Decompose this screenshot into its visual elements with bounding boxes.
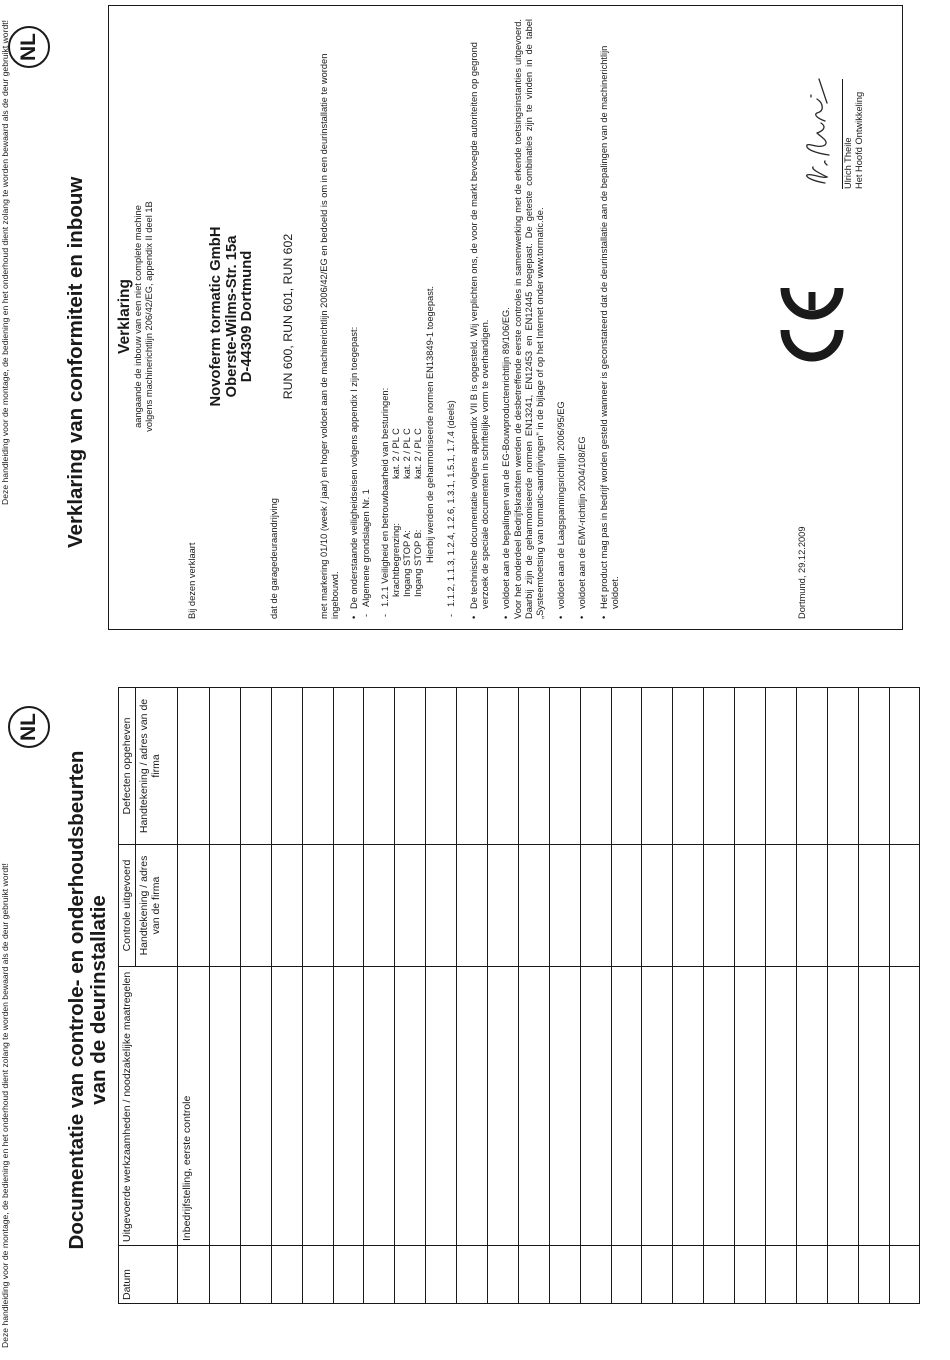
date-cell: [488, 1246, 519, 1304]
check-cell: [333, 845, 364, 967]
work-cell: [240, 967, 271, 1246]
handwritten-signature: [799, 69, 835, 189]
check-cell: [611, 845, 642, 967]
date-cell: [457, 1246, 488, 1304]
table-row: [271, 688, 302, 1304]
check-cell: [766, 845, 797, 967]
date-cell: [611, 1246, 642, 1304]
maintenance-log-table: [118, 687, 920, 1304]
declaration-subheading-2: volgens machinerichtlijn 206/42/EG, appendix II deel 1B: [144, 201, 155, 432]
declaration-heading-block: [117, 4, 155, 629]
requirement-item: Ingang STOP B: kat. 2 / PL C: [413, 428, 424, 597]
defects-cell: [642, 688, 673, 845]
requirement-norms: Hierbij werden de geharmoniseerde normen EN13849-1 toegepast.: [424, 285, 435, 563]
date-cell: [395, 1246, 426, 1304]
manufacturer-address: [209, 4, 256, 629]
table-row: [827, 688, 858, 1304]
signatory-title: Het Hoofd Ontwikkeling: [854, 91, 865, 189]
check-cell: [858, 845, 889, 967]
work-cell: [395, 967, 426, 1246]
date-cell: [178, 1246, 210, 1304]
construction-products-directive: • voldoet aan de bepalingen van de EG-Bouwproductenrichtlijn 89/106/EG.: [501, 19, 512, 619]
check-cell: [457, 845, 488, 967]
check-cell: [796, 845, 827, 967]
check-cell: [518, 845, 549, 967]
defects-cell: [673, 688, 704, 845]
date-cell: [210, 1246, 241, 1304]
marking-text: met markering 01/10 (week / jaar) en hoger voldoet aan de machinerichtlijn 2006/42/EG en bedoeld is om in een deurinstallatie te worden ingebouwd.: [319, 53, 341, 619]
defects-cell: [735, 688, 766, 845]
work-cell: [333, 967, 364, 1246]
date-cell: [364, 1246, 395, 1304]
requirement-clauses: - 1.1.2, 1.1.3, 1.2.4, 1.2.6, 1.3.1, 1.5.1, 1.7.4 (deels): [446, 19, 457, 619]
date-cell: [735, 1246, 766, 1304]
check-cell: [240, 845, 271, 967]
table-row: [395, 688, 426, 1304]
product-models: RUN 600, RUN 601, RUN 602: [281, 233, 295, 400]
date-cell: [766, 1246, 797, 1304]
table-row: [364, 688, 395, 1304]
defects-cell: [858, 688, 889, 845]
date-cell: [549, 1246, 580, 1304]
company-name: Novoferm tormatic GmbH: [208, 226, 224, 407]
construction-details: Voor het onderdeel Bedrijfskrachten werden de desbetreffende eerste controles in samenwerking met de erkende toetsingsinstanties uitgevoerd. Daarbij zijn de geharmoniseerde normen EN13241, EN12453 en EN12445 toegepast. De geteste combinaties zijn te vinden in de tabel „Systeemtoetsing van tormatic-aandrijvingen" in de bijlage of op het Internet onder www.tormatic.de.: [512, 19, 546, 619]
page-title: Verklaring van conformiteit en inbouw: [64, 176, 87, 548]
check-cell: [302, 845, 333, 967]
check-cell: [580, 845, 611, 967]
check-cell: [271, 845, 302, 967]
company-city: D-44309 Dortmund: [239, 250, 255, 383]
work-cell: [457, 967, 488, 1246]
defects-cell: [302, 688, 333, 845]
defects-cell: [395, 688, 426, 845]
work-cell: [302, 967, 333, 1246]
table-row: [704, 688, 735, 1304]
signatory-name: Ulrich Theile: [843, 137, 853, 189]
defects-cell: [518, 688, 549, 845]
title-line-1: Documentatie van controle- en onderhoudsbeurten: [65, 750, 88, 1250]
defects-cell: [364, 688, 395, 845]
defects-cell: [704, 688, 735, 845]
date-cell: [642, 1246, 673, 1304]
check-cell: [642, 845, 673, 967]
defects-cell: [889, 688, 920, 845]
footer-text: Deze handleiding voor de montage, de bediening en het onderhoud dient zolang te worden bewaard als de deur gebruikt wordt!: [0, 20, 10, 505]
declaration-frame: [108, 5, 903, 630]
work-cell: [271, 967, 302, 1246]
check-cell: [673, 845, 704, 967]
work-cell: [210, 967, 241, 1246]
table-row: [457, 688, 488, 1304]
defects-cell: [827, 688, 858, 845]
check-cell: [735, 845, 766, 967]
work-cell: [766, 967, 797, 1246]
check-cell: [426, 845, 457, 967]
table-row: [766, 688, 797, 1304]
technical-documentation: • De technische documentatie volgens appendix VII B is opgesteld. Wij verplichten ons, de voor de markt bevoegde autoriteiten op gegrond verzoek de speciale documenten in schriftelijke vorm te overhandigen.: [469, 19, 491, 619]
table-row: [333, 688, 364, 1304]
check-cell: [704, 845, 735, 967]
defects-cell: [178, 688, 210, 845]
check-cell: [488, 845, 519, 967]
date-cell: [827, 1246, 858, 1304]
date-cell: [889, 1246, 920, 1304]
work-cell: [735, 967, 766, 1246]
header-check-signature: Handtekening / adres van de firma: [136, 845, 178, 967]
place-and-date: Dortmund, 29.12.2009: [797, 526, 807, 619]
check-cell: [210, 845, 241, 967]
work-cell: [796, 967, 827, 1246]
emc-directive: • voldoet aan de EMV-richtlijn 2004/108/EG: [577, 19, 588, 619]
maintenance-log-page: [0, 680, 950, 1360]
requirement-item: Ingang STOP A: kat. 2 / PL C: [402, 428, 413, 597]
requirements-intro: • De onderstaande veiligheidseisen volgens appendix I zijn toegepast:: [349, 19, 360, 619]
table-row: [426, 688, 457, 1304]
work-cell: [580, 967, 611, 1246]
date-cell: [271, 1246, 302, 1304]
requirement-item: krachtbegrenzing: kat. 2 / PL C: [391, 428, 402, 597]
company-street: Oberste-Wilms-Str. 15a: [223, 235, 240, 398]
table-row: [549, 688, 580, 1304]
table-row: [673, 688, 704, 1304]
date-cell: [302, 1246, 333, 1304]
defects-cell: [549, 688, 580, 845]
work-cell: [827, 967, 858, 1246]
operation-condition: • Het product mag pas in bedrijf worden gesteld wanneer is geconstateerd dat de deurinstallatie aan de bepalingen van de machinerichtlijn voldoet.: [599, 19, 621, 619]
header-work: Uitgevoerde werkzaamheden / noodzakelijke maatregelen: [119, 967, 178, 1246]
date-cell: [333, 1246, 364, 1304]
declare-text: Bij dezen verklaart: [187, 542, 197, 619]
table-row: [580, 688, 611, 1304]
check-cell: [549, 845, 580, 967]
table-row: [611, 688, 642, 1304]
defects-cell: [457, 688, 488, 845]
work-cell: [518, 967, 549, 1246]
work-cell: [704, 967, 735, 1246]
table-row: [240, 688, 271, 1304]
footer-text: Deze handleiding voor de montage, de bediening en het onderhoud dient zolang te worden bewaard als de deur gebruikt wordt!: [0, 863, 10, 1348]
date-cell: [673, 1246, 704, 1304]
date-cell: [426, 1246, 457, 1304]
table-row: [210, 688, 241, 1304]
declaration-subheading-1: aangaande de inbouw van een niet complete machine: [133, 205, 143, 428]
check-cell: [395, 845, 426, 967]
declaration-heading: Verklaring: [116, 279, 133, 354]
defects-cell: [210, 688, 241, 845]
work-cell: [611, 967, 642, 1246]
check-cell: [178, 845, 210, 967]
nl-language-badge: NL: [8, 706, 50, 748]
defects-cell: [488, 688, 519, 845]
low-voltage-directive: • voldoet aan de Laagspanningsrichtlijn 2006/95/EG: [556, 19, 567, 619]
table-row: [642, 688, 673, 1304]
header-check: Controle uitgevoerd: [119, 845, 136, 967]
work-cell: [858, 967, 889, 1246]
check-cell: [827, 845, 858, 967]
date-cell: [858, 1246, 889, 1304]
nl-language-badge: NL: [8, 26, 50, 68]
work-cell: [889, 967, 920, 1246]
ce-mark-logo: [777, 284, 847, 364]
requirement-items: [391, 19, 436, 619]
header-date: Datum: [119, 1246, 178, 1304]
table-row: [889, 688, 920, 1304]
work-cell: [364, 967, 395, 1246]
work-cell: [673, 967, 704, 1246]
date-cell: [580, 1246, 611, 1304]
date-cell: [518, 1246, 549, 1304]
date-cell: [704, 1246, 735, 1304]
defects-cell: [271, 688, 302, 845]
header-defects-signature: Handtekening / adres van de firma: [136, 688, 178, 845]
table-row: [178, 688, 210, 1304]
table-row: [735, 688, 766, 1304]
title-line-2: van de deurinstallatie: [87, 895, 110, 1105]
defects-cell: [333, 688, 364, 845]
table-row: [796, 688, 827, 1304]
requirement-section: - 1.2.1 Veiligheid en betrouwbaarheid van besturingen:: [380, 19, 391, 619]
defects-cell: [611, 688, 642, 845]
requirement-basics: - Algemene grondslagen Nr. 1: [361, 19, 372, 619]
work-cell: Inbedrijfstelling, eerste controle: [178, 967, 210, 1246]
defects-cell: [766, 688, 797, 845]
check-cell: [889, 845, 920, 967]
table-row: [302, 688, 333, 1304]
defects-cell: [426, 688, 457, 845]
defects-cell: [796, 688, 827, 845]
date-cell: [240, 1246, 271, 1304]
work-cell: [642, 967, 673, 1246]
header-defects: Defecten opgeheven: [119, 688, 136, 845]
product-intro: dat de garagedeuraandrijving: [269, 498, 279, 619]
table-row: [488, 688, 519, 1304]
declaration-body: [319, 19, 621, 619]
work-cell: [488, 967, 519, 1246]
table-row: [858, 688, 889, 1304]
defects-cell: [580, 688, 611, 845]
date-cell: [796, 1246, 827, 1304]
page-title: [66, 700, 110, 1300]
signature-block: [799, 49, 865, 189]
check-cell: [364, 845, 395, 967]
work-cell: [549, 967, 580, 1246]
table-row: [518, 688, 549, 1304]
defects-cell: [240, 688, 271, 845]
work-cell: [426, 967, 457, 1246]
